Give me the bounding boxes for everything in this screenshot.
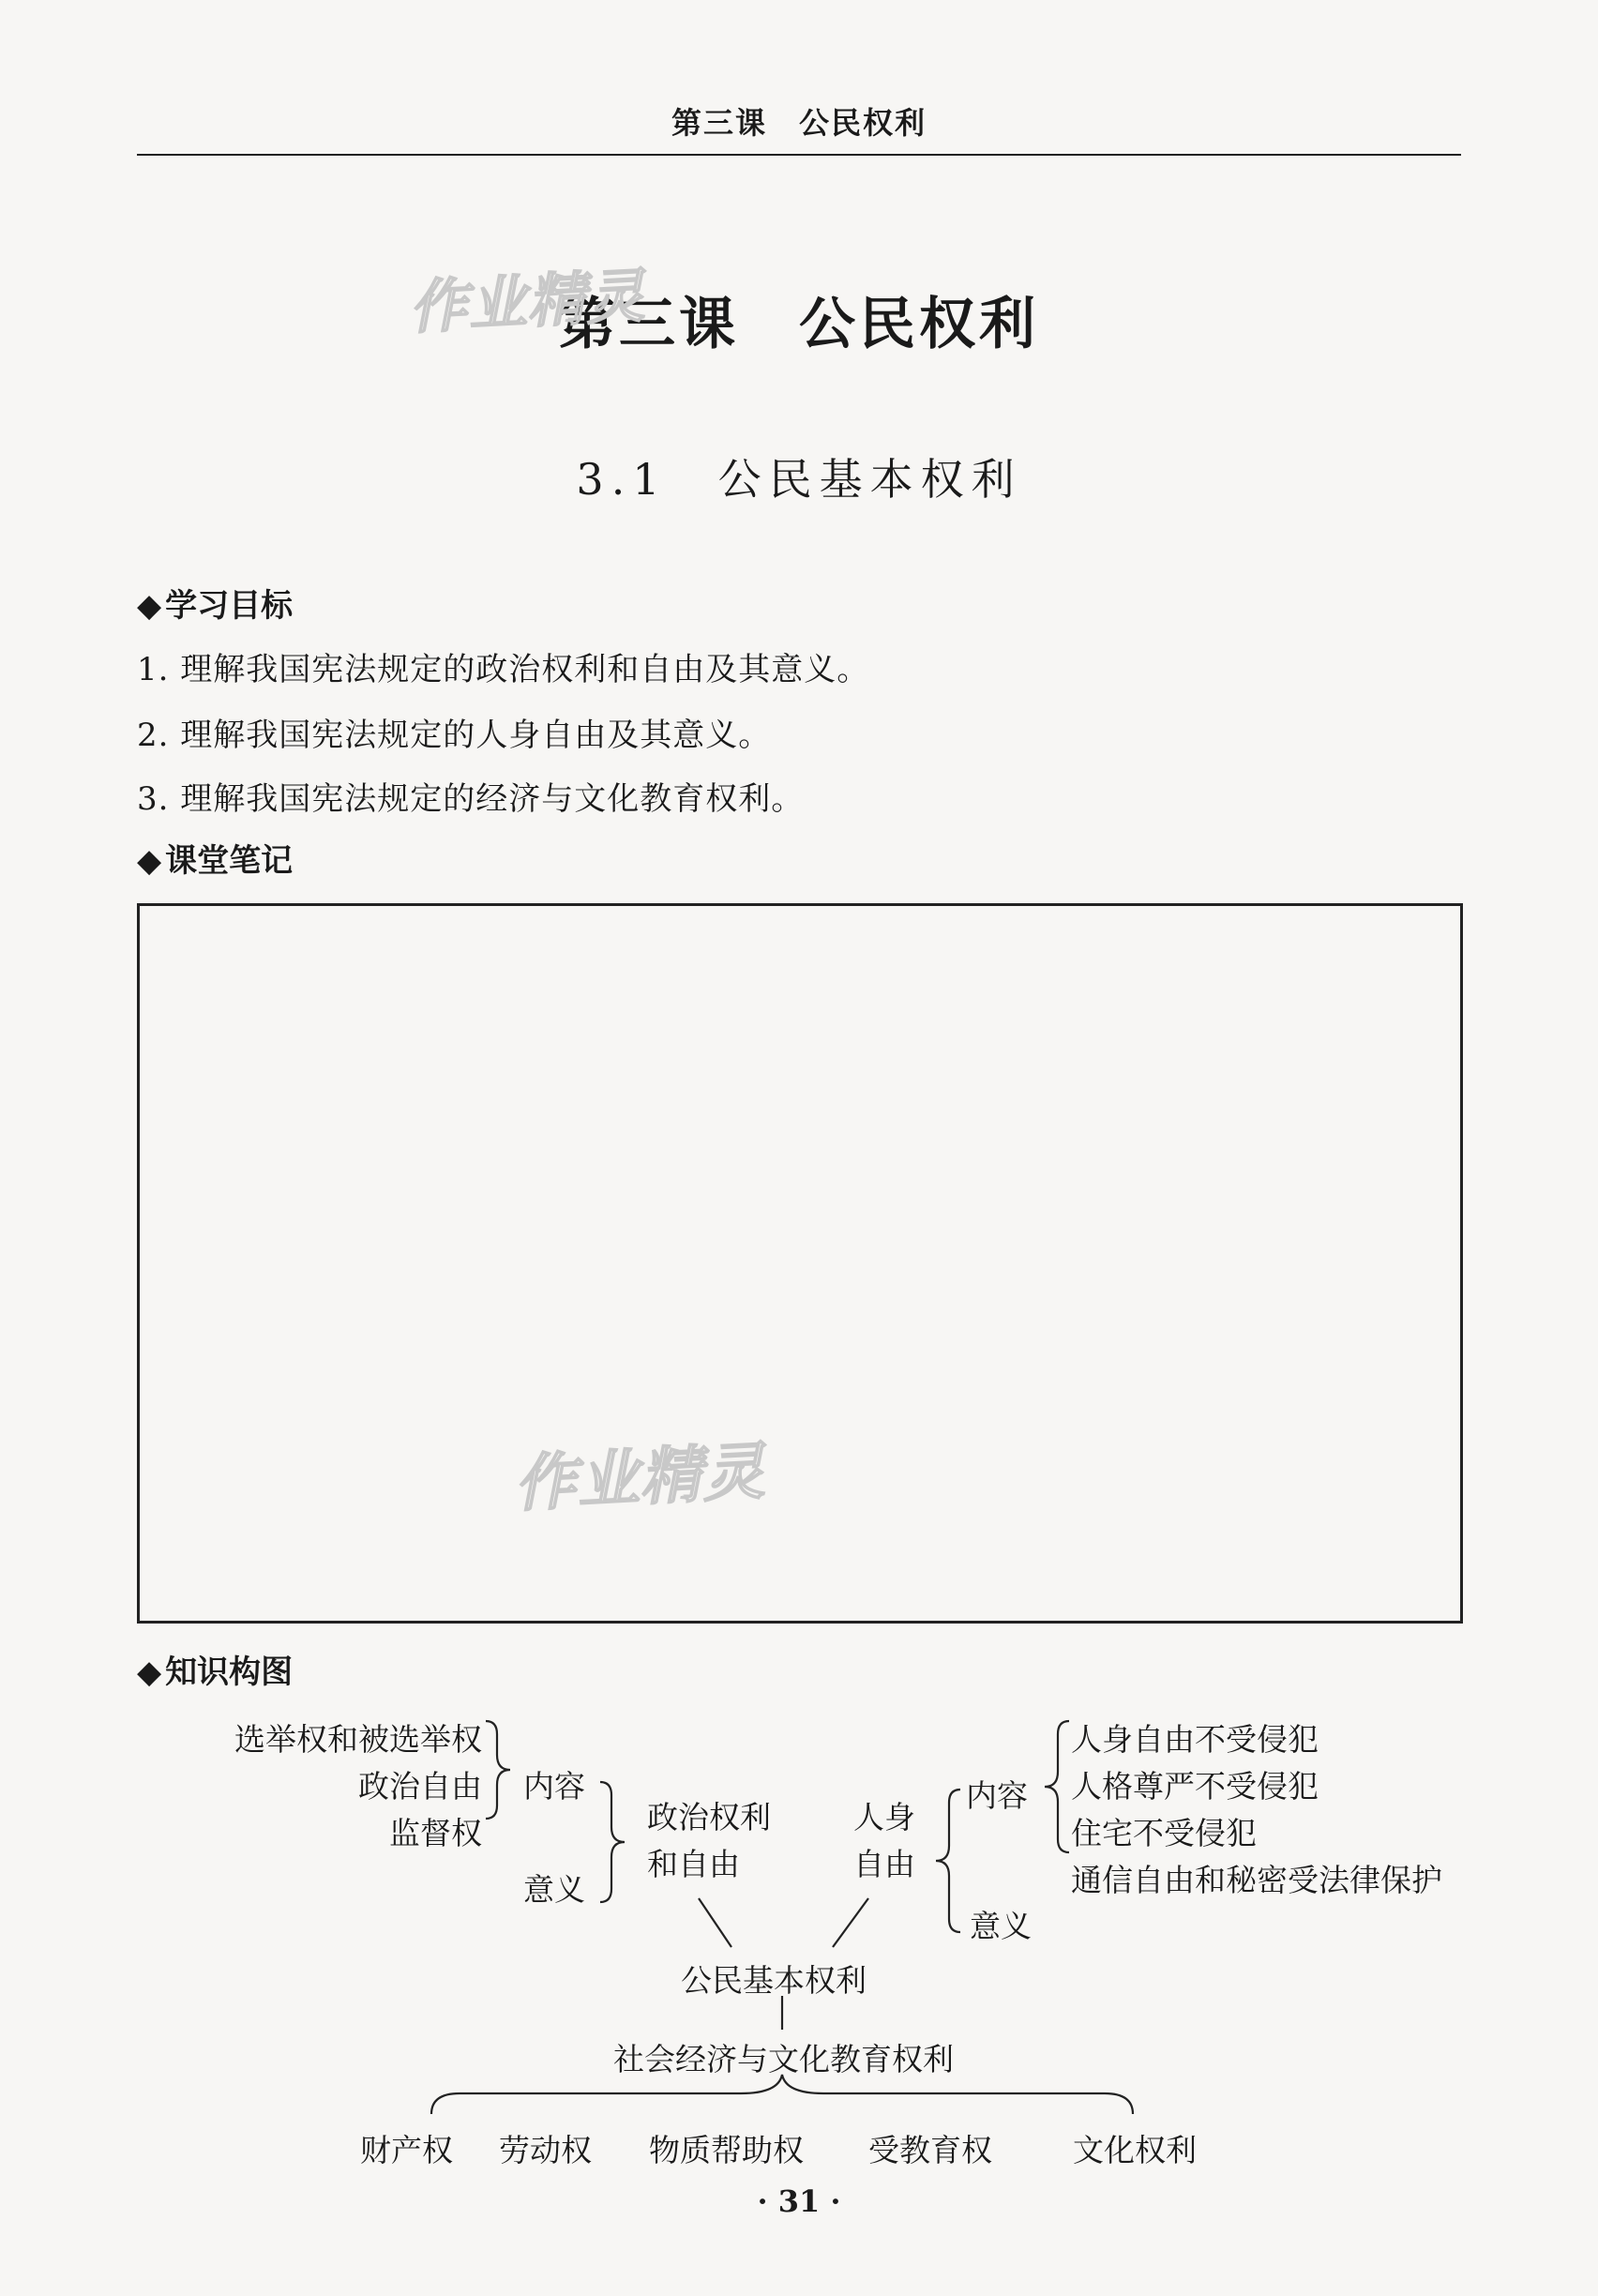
brace-personal-freedom (936, 1790, 960, 1932)
map-node-personal-freedom-line2: 自由 (853, 1846, 915, 1882)
lesson-title: 第三课 公民权利 (559, 292, 1039, 357)
brace-political-rights (600, 1782, 625, 1902)
watermark: 作业精灵 (512, 1435, 768, 1520)
map-node-education-right: 受教育权 (868, 2132, 992, 2168)
map-node-material-assistance-right: 物质帮助权 (649, 2132, 804, 2168)
line-political-to-center (699, 1898, 731, 1947)
map-node-correspondence-protected: 通信自由和秘密受法律保护 (1071, 1862, 1442, 1898)
map-node-political-rights-line1: 政治权利 (647, 1799, 771, 1835)
line-personal-to-center (833, 1898, 868, 1947)
watermark: 作业精灵 (407, 261, 648, 342)
section-title: 3.1 公民基本权利 (576, 454, 1022, 505)
objectives-heading: ◆ 学习目标 (137, 580, 293, 626)
knowledge-map-heading: ◆ 知识构图 (137, 1646, 293, 1692)
map-node-election-right: 选举权和被选举权 (234, 1721, 482, 1758)
map-node-supervision-right: 监督权 (389, 1815, 482, 1851)
map-node-political-rights-line2: 和自由 (647, 1846, 740, 1882)
notes-heading: ◆ 课堂笔记 (137, 835, 293, 881)
objective-item: 2. 理解我国宪法规定的人身自由及其意义。 (137, 717, 772, 754)
map-node-dignity-inviolable: 人格尊严不受侵犯 (1071, 1768, 1319, 1805)
map-node-social-rights: 社会经济与文化教育权利 (613, 2041, 954, 2077)
map-node-basic-rights: 公民基本权利 (681, 1962, 867, 1999)
map-node-personal-freedom-line1: 人身 (853, 1799, 915, 1835)
map-node-personal-freedom-inviolable: 人身自由不受侵犯 (1071, 1721, 1319, 1758)
brace-personal-items (1045, 1721, 1069, 1852)
map-label-content: 内容 (966, 1777, 1028, 1814)
map-node-property-right: 财产权 (360, 2132, 453, 2168)
objective-item: 1. 理解我国宪法规定的政治权利和自由及其意义。 (137, 651, 870, 688)
map-label-meaning: 意义 (970, 1908, 1032, 1944)
map-label-meaning: 意义 (523, 1871, 585, 1908)
map-node-residence-inviolable: 住宅不受侵犯 (1071, 1815, 1257, 1851)
map-node-political-freedom: 政治自由 (358, 1768, 482, 1805)
map-label-content: 内容 (523, 1768, 585, 1805)
objective-item: 3. 理解我国宪法规定的经济与文化教育权利。 (137, 780, 805, 818)
brace-social-items (431, 2075, 1133, 2114)
map-node-labor-right: 劳动权 (499, 2132, 592, 2168)
brace-political-items (486, 1721, 510, 1819)
page-number: · 31 · (757, 2183, 841, 2219)
map-node-cultural-right: 文化权利 (1073, 2132, 1197, 2168)
running-header: 第三课 公民权利 (671, 105, 927, 141)
